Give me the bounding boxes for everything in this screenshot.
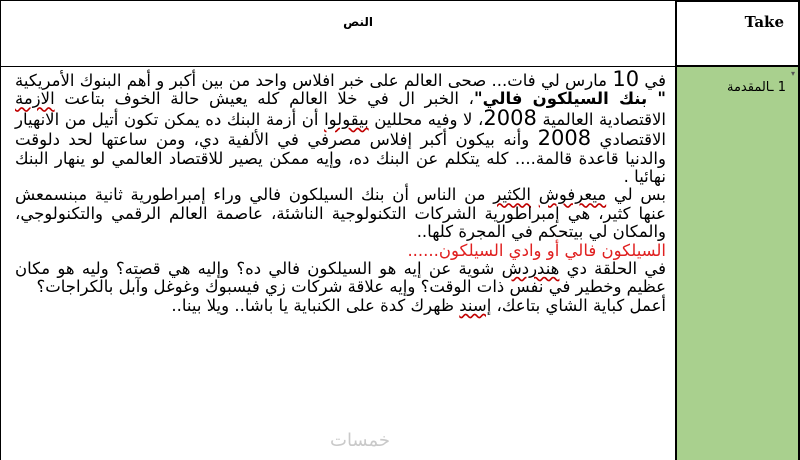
spell-flag: الازمة bbox=[15, 89, 55, 109]
take-column-header bbox=[675, 0, 800, 67]
spell-flag: إسند bbox=[459, 295, 492, 315]
spell-flag: بيقولوا bbox=[324, 109, 369, 129]
paragraph-closing: أعمل كباية الشاي بتاعك، إسند ظهرك كدة على الكنباية يا باشا.. ويلا بينا.. bbox=[171, 295, 666, 315]
valley-phrase: السيلكون فالي أو وادي السيلكون...... bbox=[407, 240, 666, 260]
watermark: خمسات bbox=[330, 430, 391, 451]
take-label: 1 ـالمقدمة bbox=[727, 80, 786, 95]
paragraph-intro: في 10 مارس لي فات... صحى العالم على خبر افلاس واحد من بين أكبر و أهم البنوك الأمريكية " بنك السيلكون فالي"، الخبر ال في خلا العالم كله يعيش حالة الخوف بتاعت الازمة الاقتصادية العالمية 2008، لا وفيه محللين بيقولوا أن أزمة البنك ده يمكن تكون أتيل من الانهيار الاقتصادي 2008 وأنه بيكون أكبر إفلاس مصرفي في الألفية دي، ومن ساعتها لحد دلوقت والدنيا قاعدة قالمة.... كله يتكلم عن البنك ده، وإيه ممكن يصير للاقتصاد العالمي لو ينهار البنك نهائيا . bbox=[15, 67, 667, 187]
spell-flag: الكثير bbox=[493, 185, 532, 205]
take-cell[interactable] bbox=[675, 67, 800, 460]
script-text-cell[interactable] bbox=[0, 67, 675, 460]
paragraph-valley bbox=[15, 242, 666, 260]
script-text[interactable] bbox=[15, 67, 667, 315]
dropdown-arrow-icon[interactable]: ▾ bbox=[790, 69, 795, 78]
bank-name: " بنك السيلكون فالي" bbox=[473, 89, 667, 109]
spell-flag: هندردش bbox=[501, 259, 560, 279]
text-column-header-label: النص bbox=[343, 15, 373, 29]
spell-flag: ميعرفوش bbox=[538, 185, 607, 205]
take-column-header-label: Take bbox=[744, 13, 784, 31]
paragraph-questions: في الحلقة دي هندردش شوية عن إيه هو السيلكون فالي ده؟ وإليه هي قصته؟ وليه هو مكان عظيم وخطير في نفس ذات الوقت؟ وإيه علاقة شركات زي فيسبوك وغوغل وآبل بالكراجات؟ bbox=[15, 259, 666, 297]
paragraph-empire: بس لي ميعرفوش الكثير من الناس أن بنك السيلكون فالي وراء إمبراطورية ثانية مبنسمعش عنها كثير، هي إمبراطورية الشركات التكنولوجية الناشئة، عاصمة العالم الرقمي والتكنولوجي، والمكان لي بيتحكم في المجرة كلها.. bbox=[15, 185, 667, 242]
text-column-header bbox=[0, 0, 675, 67]
